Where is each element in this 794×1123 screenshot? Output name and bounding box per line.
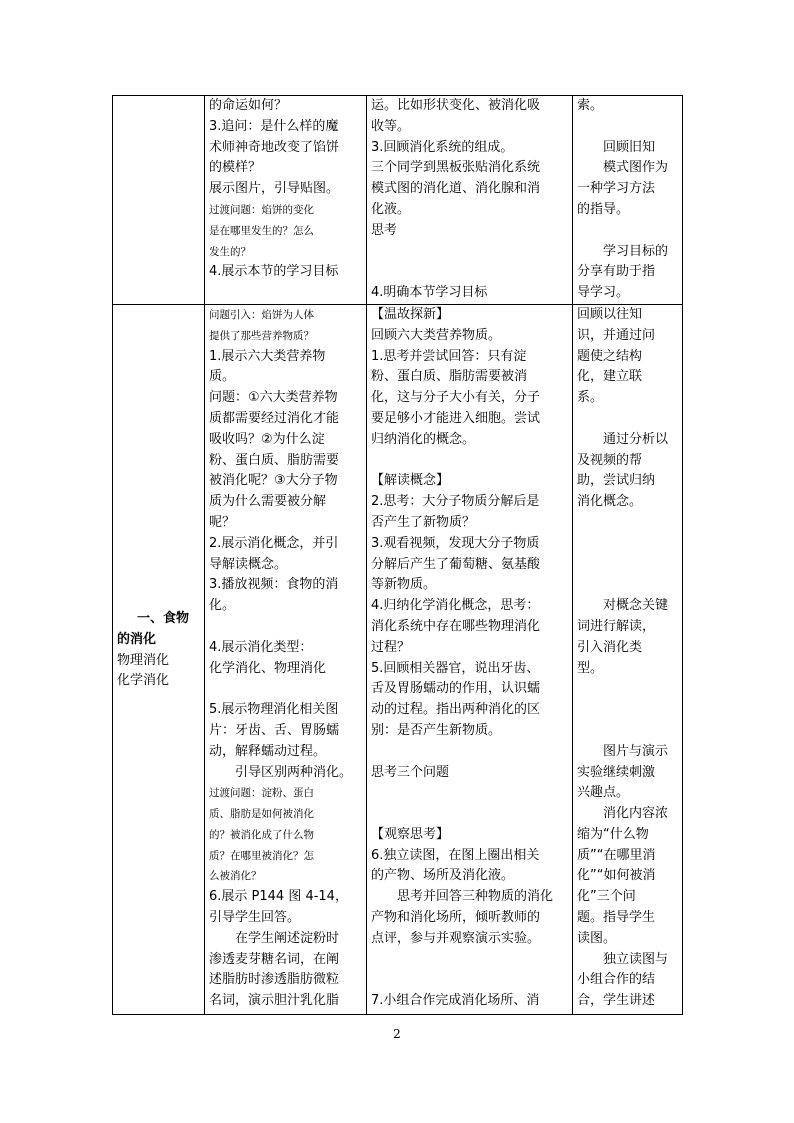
table-row bbox=[113, 304, 683, 1014]
cell-text-line bbox=[371, 451, 568, 472]
cell-text-line: 片：牙齿、舌、胃肠蠕 bbox=[209, 722, 340, 738]
cell-text-line: 发生的？ bbox=[209, 245, 251, 258]
design-intent-cell bbox=[573, 96, 683, 305]
teacher-activity-cell bbox=[205, 304, 367, 1014]
cell-text-line: 5.回顾相关器官，说出牙齿、 bbox=[371, 660, 540, 676]
cell-text-line: 动的过程。指出两种消化的区 bbox=[371, 702, 541, 718]
section-subtopic: 物理消化 bbox=[117, 652, 170, 668]
cell-text-line: 回顾以往知 bbox=[577, 306, 643, 322]
student-activity-cell bbox=[367, 96, 573, 305]
cell-text-line: 6.展示 P144 图 4-14， bbox=[209, 889, 348, 905]
page-number: 2 bbox=[393, 1027, 401, 1041]
section-title-line: 一、食物 bbox=[137, 610, 190, 626]
cell-text-line: 过程？ bbox=[371, 639, 411, 655]
cell-text-line: 舌及胃肠蠕动的作用，认识蠕 bbox=[371, 681, 541, 697]
cell-text-line: 6.独立读图，在图上圈出相关 bbox=[371, 847, 540, 863]
cell-text-line: 别：是否产生新物质。 bbox=[371, 722, 502, 738]
student-activity-cell bbox=[367, 304, 573, 1014]
cell-text-line: 实验继续刺激 bbox=[577, 764, 656, 780]
section-title-line: 的消化 bbox=[117, 631, 157, 647]
cell-text-line bbox=[371, 242, 568, 263]
cell-text-line: 化。 bbox=[209, 598, 236, 614]
design-intent-cell bbox=[573, 304, 683, 1014]
cell-text-line: 吸收吗？②为什么淀 bbox=[209, 431, 325, 447]
cell-text-line bbox=[577, 513, 678, 534]
cell-text-line bbox=[371, 783, 568, 804]
cell-text-line: 收等。 bbox=[371, 118, 411, 134]
cell-text-line: 展示图片，引导贴图。 bbox=[209, 181, 340, 197]
cell-text-line: 分享有助于指 bbox=[577, 264, 656, 280]
cell-text-line: 粉、蛋白质、脂肪需要 bbox=[209, 452, 340, 468]
cell-text-line: 是在哪里发生的？怎么 bbox=[209, 224, 314, 237]
cell-text-line: 【温故探新】 bbox=[371, 306, 450, 322]
cell-text-line: 【观察思考】 bbox=[371, 826, 450, 842]
cell-text-line: 在学生阐述淀粉时 bbox=[235, 930, 340, 946]
cell-text-line bbox=[371, 970, 568, 991]
cell-text-line: 产物和消化场所，倾听教师的 bbox=[371, 910, 541, 926]
cell-text-line: 化，建立联 bbox=[577, 369, 643, 385]
cell-text-line: 述脂肪时渗透脂肪微粒 bbox=[209, 972, 340, 988]
cell-text-line: 运。比如形状变化、被消化吸 bbox=[371, 98, 541, 113]
section-subtopic: 化学消化 bbox=[117, 673, 170, 689]
cell-text-line: 质。 bbox=[209, 369, 236, 385]
cell-text-line: 归纳消化的概念。 bbox=[371, 431, 476, 447]
cell-text-line: 模式图的消化道、消化腺和消 bbox=[371, 181, 541, 197]
cell-text-line: 思考并回答三种物质的消化 bbox=[397, 889, 554, 905]
cell-text-line: 被消化呢？③大分子物 bbox=[209, 473, 338, 489]
cell-text-line: 化”“如何被消 bbox=[577, 868, 656, 884]
cell-text-line: 兴趣点。 bbox=[577, 785, 630, 801]
cell-text-line bbox=[371, 804, 568, 825]
cell-text-line: 导解读概念。 bbox=[209, 556, 288, 572]
cell-text-line: 问题引入：焰饼为人体 bbox=[209, 308, 314, 321]
cell-text-line: 小组合作的结 bbox=[577, 972, 656, 988]
cell-text-line: 思考 bbox=[371, 222, 398, 238]
cell-text-line: 化，这与分子大小有关，分子 bbox=[371, 390, 541, 406]
section-cell bbox=[113, 304, 205, 1014]
cell-text-line: 5.展示物理消化相关图 bbox=[209, 702, 339, 718]
cell-text-line: 识，并通过问 bbox=[577, 327, 656, 343]
cell-text-line bbox=[371, 262, 568, 283]
cell-text-line: 导学习。 bbox=[577, 285, 630, 301]
cell-text-line: 质都需要经过消化才能 bbox=[209, 410, 340, 426]
cell-text-line: 助，尝试归纳 bbox=[577, 473, 656, 489]
cell-text-line bbox=[209, 679, 362, 700]
cell-text-line: 回顾旧知 bbox=[603, 139, 656, 155]
cell-text-line: 题使之结构 bbox=[577, 348, 643, 364]
cell-text-line: 3.追问：是什么样的魔 bbox=[209, 118, 339, 134]
cell-text-line: 型。 bbox=[577, 660, 604, 676]
cell-text-line: 化”三个问 bbox=[577, 889, 636, 905]
cell-text-line: 的模样？ bbox=[209, 160, 262, 176]
cell-text-line: 么被消化？ bbox=[209, 870, 262, 883]
cell-text-line bbox=[577, 721, 678, 742]
cell-text-line bbox=[577, 679, 678, 700]
section-title bbox=[117, 609, 200, 692]
cell-text-line: 粉、蛋白质、脂肪需要被消 bbox=[371, 369, 528, 385]
cell-text-line: 学习目标的 bbox=[603, 243, 669, 259]
cell-text-line bbox=[577, 409, 678, 430]
cell-text-line: 否产生了新物质？ bbox=[371, 514, 476, 530]
cell-text-line: 名词，演示胆汁乳化脂 bbox=[209, 993, 340, 1009]
cell-text-line: 词进行解读， bbox=[577, 618, 656, 634]
cell-text-line: 4.明确本节学习目标 bbox=[371, 285, 488, 301]
cell-text-line: 模式图作为 bbox=[603, 160, 669, 176]
cell-text-line: 质为什么需要被分解 bbox=[209, 494, 327, 510]
cell-text-line: 质”“在哪里消 bbox=[577, 847, 656, 863]
cell-text-line bbox=[577, 117, 678, 138]
lesson-plan-table bbox=[112, 95, 683, 1015]
cell-text-line: 的命运如何？ bbox=[209, 98, 288, 113]
cell-text-line: 1.展示六大类营养物 bbox=[209, 348, 326, 364]
cell-text-line: 合，学生讲述 bbox=[577, 993, 656, 1009]
cell-text-line: 4.展示消化类型： bbox=[209, 639, 313, 655]
cell-text-line: 消化系统中存在哪些物理消化 bbox=[371, 618, 541, 634]
cell-text-line: 提供了那些营养物质？ bbox=[209, 329, 314, 342]
cell-text-line: 1.思考并尝试回答：只有淀 bbox=[371, 348, 527, 364]
cell-text-line: 点评，参与并观察演示实验。 bbox=[371, 930, 541, 946]
cell-text-line: 质？在哪里被消化？怎 bbox=[209, 849, 314, 862]
cell-text-line: 【解读概念】 bbox=[371, 473, 450, 489]
cell-text-line bbox=[371, 950, 568, 971]
cell-text-line: 3.回顾消化系统的组成。 bbox=[371, 139, 514, 155]
cell-text-line: 索。 bbox=[577, 98, 604, 113]
cell-text-line: 呢？ bbox=[209, 514, 236, 530]
cell-text-line bbox=[209, 617, 362, 638]
cell-text-line: 渗透麦芽糖名词，在阐 bbox=[209, 951, 340, 967]
cell-text-line: 思考三个问题 bbox=[371, 764, 450, 780]
cell-text-line: 引入消化类 bbox=[577, 639, 643, 655]
cell-text-line: 3.观看视频，发现大分子物质 bbox=[371, 535, 540, 551]
cell-text-line: 4.归纳化学消化概念，思考： bbox=[371, 598, 540, 614]
cell-text-line: 等新物质。 bbox=[371, 577, 437, 593]
cell-text-line: 2.展示消化概念，并引 bbox=[209, 535, 339, 551]
cell-text-line: 化学消化、物理消化 bbox=[209, 660, 327, 676]
cell-text-line: 3.播放视频：食物的消 bbox=[209, 577, 339, 593]
cell-text-line: 独立读图与 bbox=[603, 951, 669, 967]
cell-text-line: 三个同学到黑板张贴消化系统 bbox=[371, 160, 541, 176]
cell-text-line: 消化概念。 bbox=[577, 494, 643, 510]
cell-text-line: 动，解释蠕动过程。 bbox=[209, 743, 327, 759]
cell-text-line: 过渡问题：淀粉、蛋白 bbox=[209, 787, 314, 800]
cell-text-line: 要足够小才能进入细胞。尝试 bbox=[371, 410, 541, 426]
cell-text-line bbox=[577, 700, 678, 721]
cell-text-line: 4.展示本节的学习目标 bbox=[209, 264, 339, 280]
cell-text-line: 引导区别两种消化。 bbox=[235, 764, 353, 780]
cell-text-line: 一种学习方法 bbox=[577, 181, 656, 197]
cell-text-line: 及视频的帮 bbox=[577, 452, 643, 468]
cell-text-line: 回顾六大类营养物质。 bbox=[371, 327, 502, 343]
table-row bbox=[113, 96, 683, 305]
cell-text-line: 过渡问题：焰饼的变化 bbox=[209, 203, 314, 216]
cell-text-line: 的产物、场所及消化液。 bbox=[371, 868, 515, 884]
cell-text-line: 质、脂肪是如何被消化 bbox=[209, 808, 314, 821]
cell-text-line bbox=[577, 534, 678, 555]
cell-text-line: 缩为“什么物 bbox=[577, 826, 649, 842]
cell-text-line: 化液。 bbox=[371, 201, 411, 217]
cell-text-line: 的？被消化成了什么物 bbox=[209, 828, 314, 841]
cell-text-line: 读图。 bbox=[577, 930, 617, 946]
cell-text-line bbox=[577, 575, 678, 596]
section-cell bbox=[113, 96, 205, 305]
cell-text-line: 消化内容浓 bbox=[603, 806, 669, 822]
cell-text-line: 的指导。 bbox=[577, 201, 630, 217]
cell-text-line bbox=[577, 555, 678, 576]
teacher-activity-cell bbox=[205, 96, 367, 305]
cell-text-line: 图片与演示 bbox=[603, 743, 669, 759]
cell-text-line: 7.小组合作完成消化场所、消 bbox=[371, 993, 540, 1009]
cell-text-line: 通过分析以 bbox=[603, 431, 669, 447]
cell-text-line bbox=[371, 742, 568, 763]
cell-text-line: 2.思考：大分子物质分解后是 bbox=[371, 494, 540, 510]
cell-text-line: 分解后产生了葡萄糖、氨基酸 bbox=[371, 556, 541, 572]
cell-text-line: 引导学生回答。 bbox=[209, 910, 301, 926]
cell-text-line: 术师神奇地改变了馅饼 bbox=[209, 139, 340, 155]
cell-text-line: 系。 bbox=[577, 390, 604, 406]
cell-text-line: 问题：①六大类营养物 bbox=[209, 390, 338, 406]
cell-text-line: 对概念关键 bbox=[603, 598, 669, 614]
cell-text-line: 题。指导学生 bbox=[577, 910, 656, 926]
cell-text-line bbox=[577, 221, 678, 242]
